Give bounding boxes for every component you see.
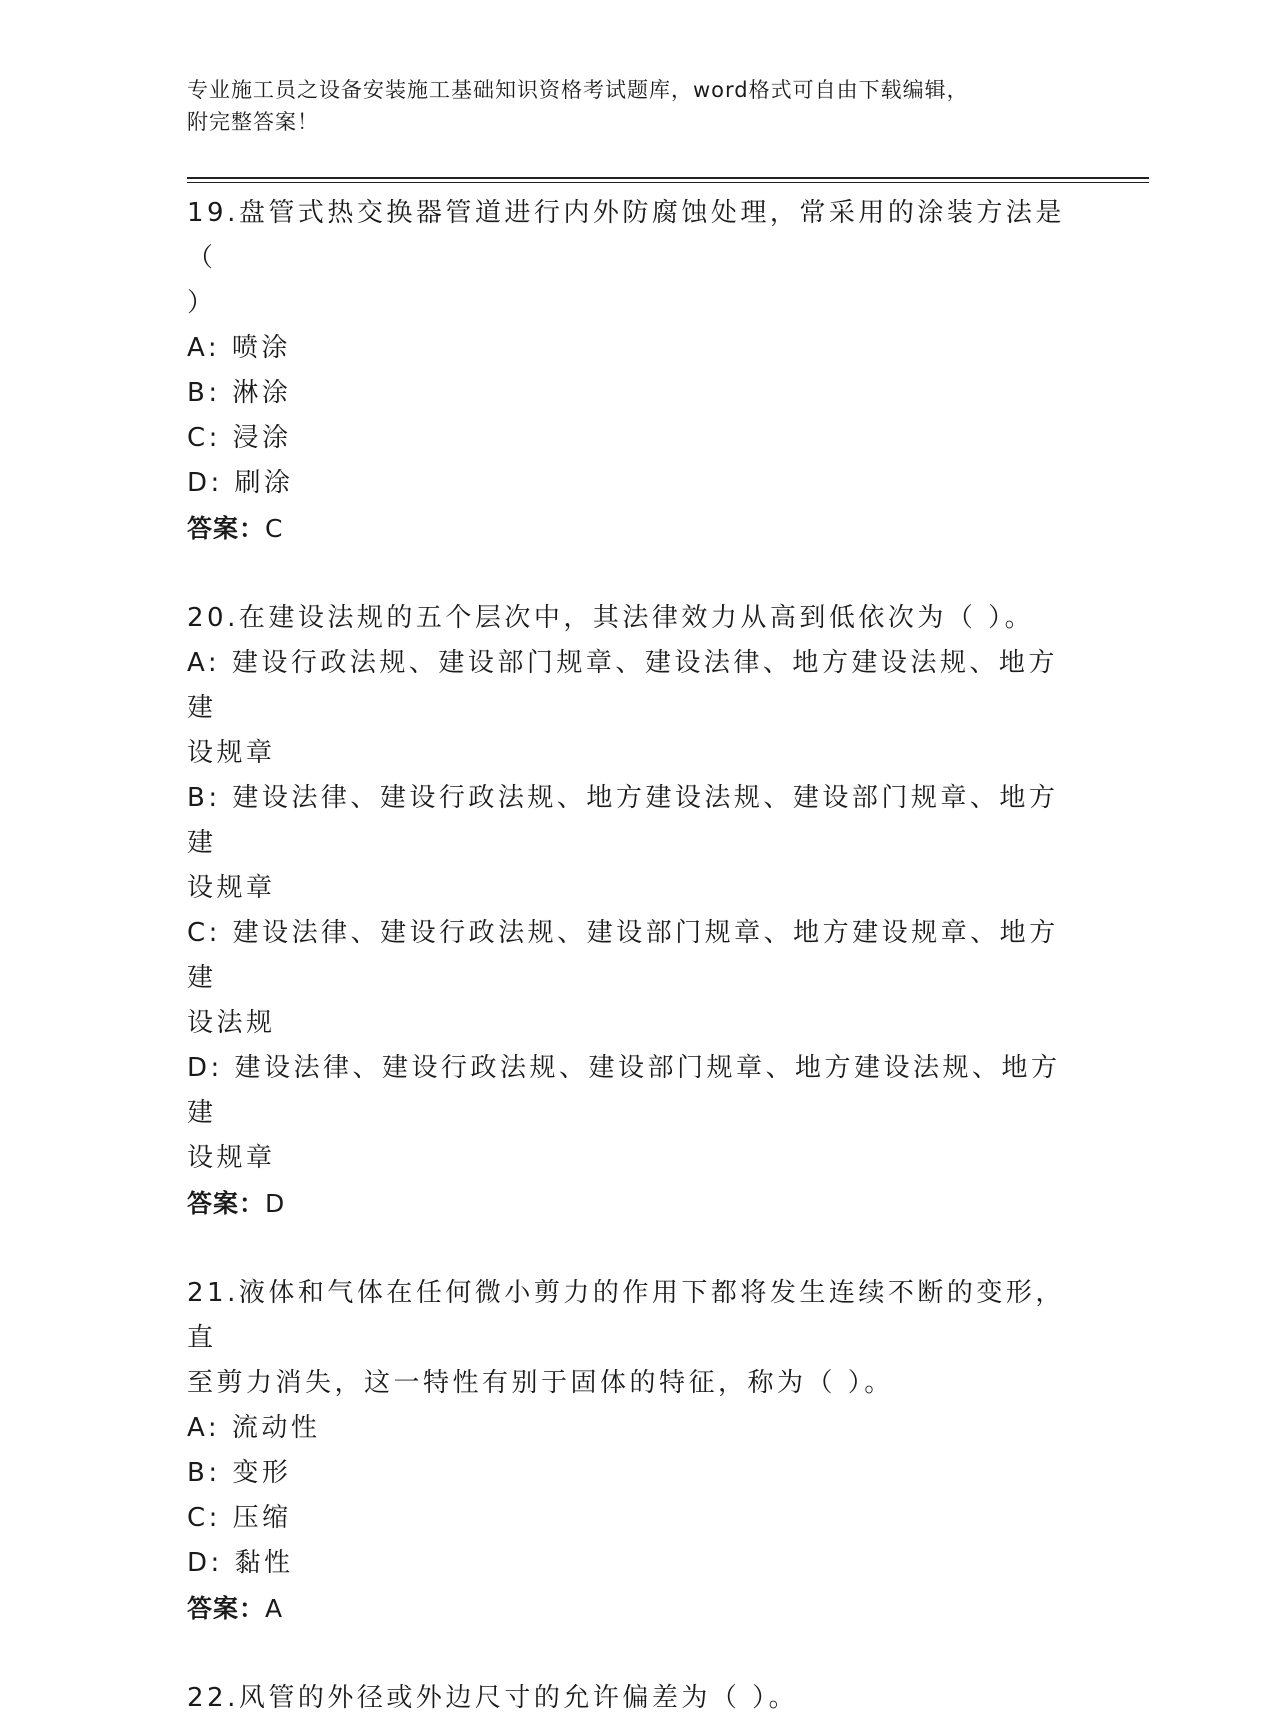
option-c-line-1: C: 建设法律、建设行政法规、建设部门规章、地方建设规章、地方建	[187, 918, 1059, 993]
option-d: D: 黏性	[187, 1548, 294, 1578]
option-a-line-1: A: 建设行政法规、建设部门规章、建设法律、地方建设法规、地方建	[187, 648, 1058, 723]
answer-label: 答案：	[187, 514, 266, 543]
header-line-2: 附完整答案！	[187, 110, 319, 134]
header-line-1: 专业施工员之设备安装施工基础知识资格考试题库，word格式可自由下载编辑，	[187, 78, 969, 102]
header-divider-thin	[187, 182, 1149, 183]
question-stem-line: ）	[187, 288, 217, 318]
answer-value: D	[265, 1189, 286, 1218]
document-header	[187, 74, 1087, 138]
option-c: C: 压缩	[187, 1503, 292, 1533]
answer-value: C	[265, 514, 284, 543]
option-a: A: 流动性	[187, 1413, 321, 1443]
option-c: C: 浸涂	[187, 423, 292, 453]
option-d-line-2: 设规章	[187, 1143, 276, 1173]
question-stem-line: 21.液体和气体在任何微小剪力的作用下都将发生连续不断的变形，直	[187, 1278, 1065, 1353]
question-stem-line: 22.风管的外径或外边尺寸的允许偏差为（ ）。	[187, 1683, 799, 1713]
question-stem-line: 20.在建设法规的五个层次中，其法律效力从高到低依次为（ ）。	[187, 603, 1035, 633]
question-stem-line: 至剪力消失，这一特性有别于固体的特征，称为（ ）。	[187, 1368, 894, 1398]
answer-label: 答案：	[187, 1594, 266, 1623]
answer-line	[187, 1181, 1087, 1226]
question-list	[187, 191, 1087, 1721]
option-d: D: 刷涂	[187, 468, 294, 498]
question-stem-line: 19.盘管式热交换器管道进行内外防腐蚀处理，常采用的涂装方法是（	[187, 198, 1065, 273]
option-a-line-2: 设规章	[187, 738, 276, 768]
option-b-line-1: B: 建设法律、建设行政法规、地方建设法规、建设部门规章、地方建	[187, 783, 1059, 858]
question-block	[187, 1676, 1087, 1721]
header-divider-thick	[187, 177, 1149, 179]
question-block	[187, 191, 1087, 551]
option-a: A: 喷涂	[187, 333, 291, 363]
answer-value: A	[265, 1594, 284, 1623]
question-block	[187, 596, 1087, 1226]
option-d-line-1: D: 建设法律、建设行政法规、建设部门规章、地方建设法规、地方建	[187, 1053, 1061, 1128]
answer-line	[187, 506, 1087, 551]
answer-line	[187, 1586, 1087, 1631]
answer-label: 答案：	[187, 1189, 266, 1218]
option-c-line-2: 设法规	[187, 1008, 276, 1038]
option-b: B: 淋涂	[187, 378, 292, 408]
question-block	[187, 1271, 1087, 1631]
option-b-line-2: 设规章	[187, 873, 276, 903]
option-b: B: 变形	[187, 1458, 292, 1488]
